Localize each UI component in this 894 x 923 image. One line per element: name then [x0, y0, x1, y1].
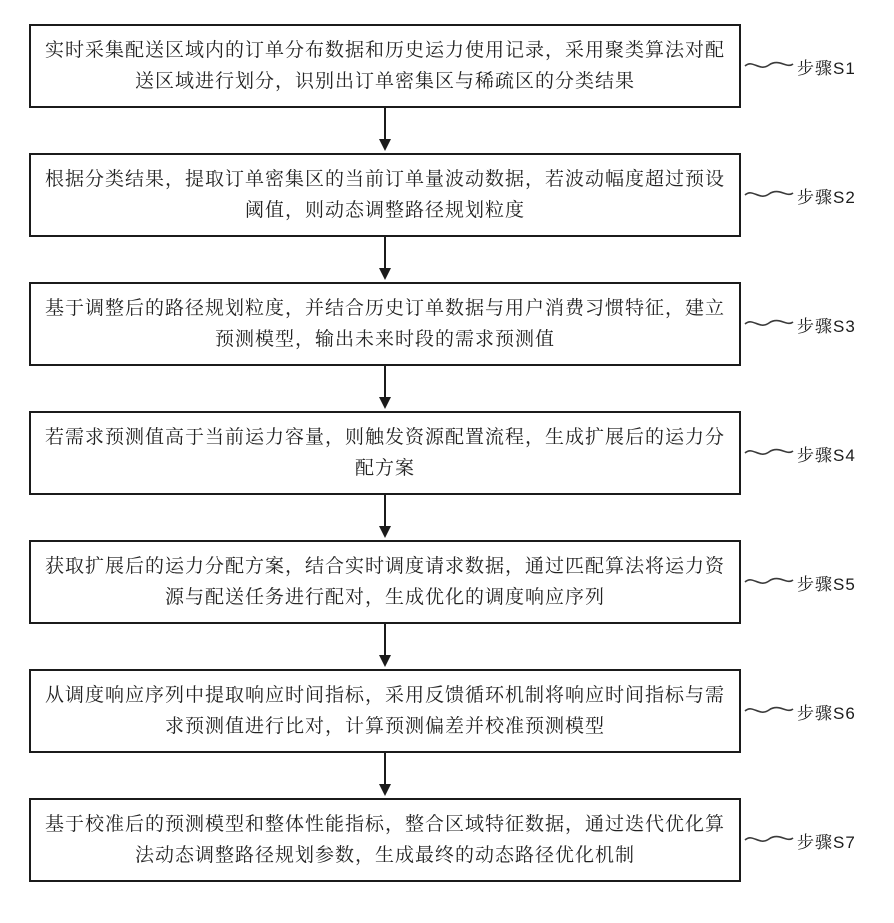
step-text-s2: 根据分类结果，提取订单密集区的当前订单量波动数据，若波动幅度超过预设阈值，则动态调整路径规划粒度: [45, 169, 726, 221]
step-box-s3: [29, 282, 741, 366]
down-arrow-line-icon: [384, 624, 386, 656]
step-box-s7: [29, 798, 741, 882]
down-arrow-head-icon: [379, 655, 391, 667]
down-arrow-line-icon: [384, 366, 386, 398]
flow-arrow-3: [0, 366, 770, 411]
leader-squiggle-s2: [743, 186, 795, 204]
step-text-s1: 实时采集配送区域内的订单分布数据和历史运力使用记录，采用聚类算法对配送区域进行划分，识别出订单密集区与稀疏区的分类结果: [45, 40, 726, 92]
flow-arrow-5: [0, 624, 770, 669]
down-arrow-line-icon: [384, 108, 386, 140]
step-text-s5: 获取扩展后的运力分配方案，结合实时调度请求数据，通过匹配算法将运力资源与配送任务进行配对，生成优化的调度响应序列: [45, 556, 726, 608]
step-label-s6: 步骤S6: [797, 703, 856, 723]
step-row-s3: [0, 282, 894, 366]
step-box-s4: [29, 411, 741, 495]
step-box-s6: [29, 669, 741, 753]
down-arrow-head-icon: [379, 397, 391, 409]
flow-arrow-1: [0, 108, 770, 153]
down-arrow-line-icon: [384, 237, 386, 269]
step-text-s6: 从调度响应序列中提取响应时间指标，采用反馈循环机制将响应时间指标与需求预测值进行比对，计算预测偏差并校准预测模型: [45, 685, 726, 737]
flowchart-column: [0, 24, 894, 882]
leader-squiggle-s3: [743, 315, 795, 333]
flow-arrow-4: [0, 495, 770, 540]
step-box-s5: [29, 540, 741, 624]
step-row-s4: [0, 411, 894, 495]
step-text-s7: 基于校准后的预测模型和整体性能指标，整合区域特征数据，通过迭代优化算法动态调整路径规划参数，生成最终的动态路径优化机制: [45, 814, 726, 866]
leader-squiggle-s1: [743, 57, 795, 75]
step-box-s1: [29, 24, 741, 108]
down-arrow-head-icon: [379, 268, 391, 280]
step-row-s2: [0, 153, 894, 237]
step-label-s4: 步骤S4: [797, 445, 856, 465]
step-row-s6: [0, 669, 894, 753]
step-label-s2: 步骤S2: [797, 187, 856, 207]
flow-arrow-6: [0, 753, 770, 798]
step-label-s3: 步骤S3: [797, 316, 856, 336]
down-arrow-head-icon: [379, 526, 391, 538]
step-text-s3: 基于调整后的路径规划粒度，并结合历史订单数据与用户消费习惯特征，建立预测模型，输出未来时段的需求预测值: [45, 298, 726, 350]
down-arrow-head-icon: [379, 784, 391, 796]
down-arrow-line-icon: [384, 753, 386, 785]
step-text-s4: 若需求预测值高于当前运力容量，则触发资源配置流程，生成扩展后的运力分配方案: [45, 427, 726, 479]
leader-squiggle-s5: [743, 573, 795, 591]
step-box-s2: [29, 153, 741, 237]
step-row-s5: [0, 540, 894, 624]
step-row-s7: [0, 798, 894, 882]
flow-arrow-2: [0, 237, 770, 282]
leader-squiggle-s4: [743, 444, 795, 462]
step-label-s5: 步骤S5: [797, 574, 856, 594]
step-label-s1: 步骤S1: [797, 58, 856, 78]
step-label-s7: 步骤S7: [797, 832, 856, 852]
step-row-s1: [0, 24, 894, 108]
leader-squiggle-s6: [743, 702, 795, 720]
leader-squiggle-s7: [743, 831, 795, 849]
down-arrow-head-icon: [379, 139, 391, 151]
down-arrow-line-icon: [384, 495, 386, 527]
